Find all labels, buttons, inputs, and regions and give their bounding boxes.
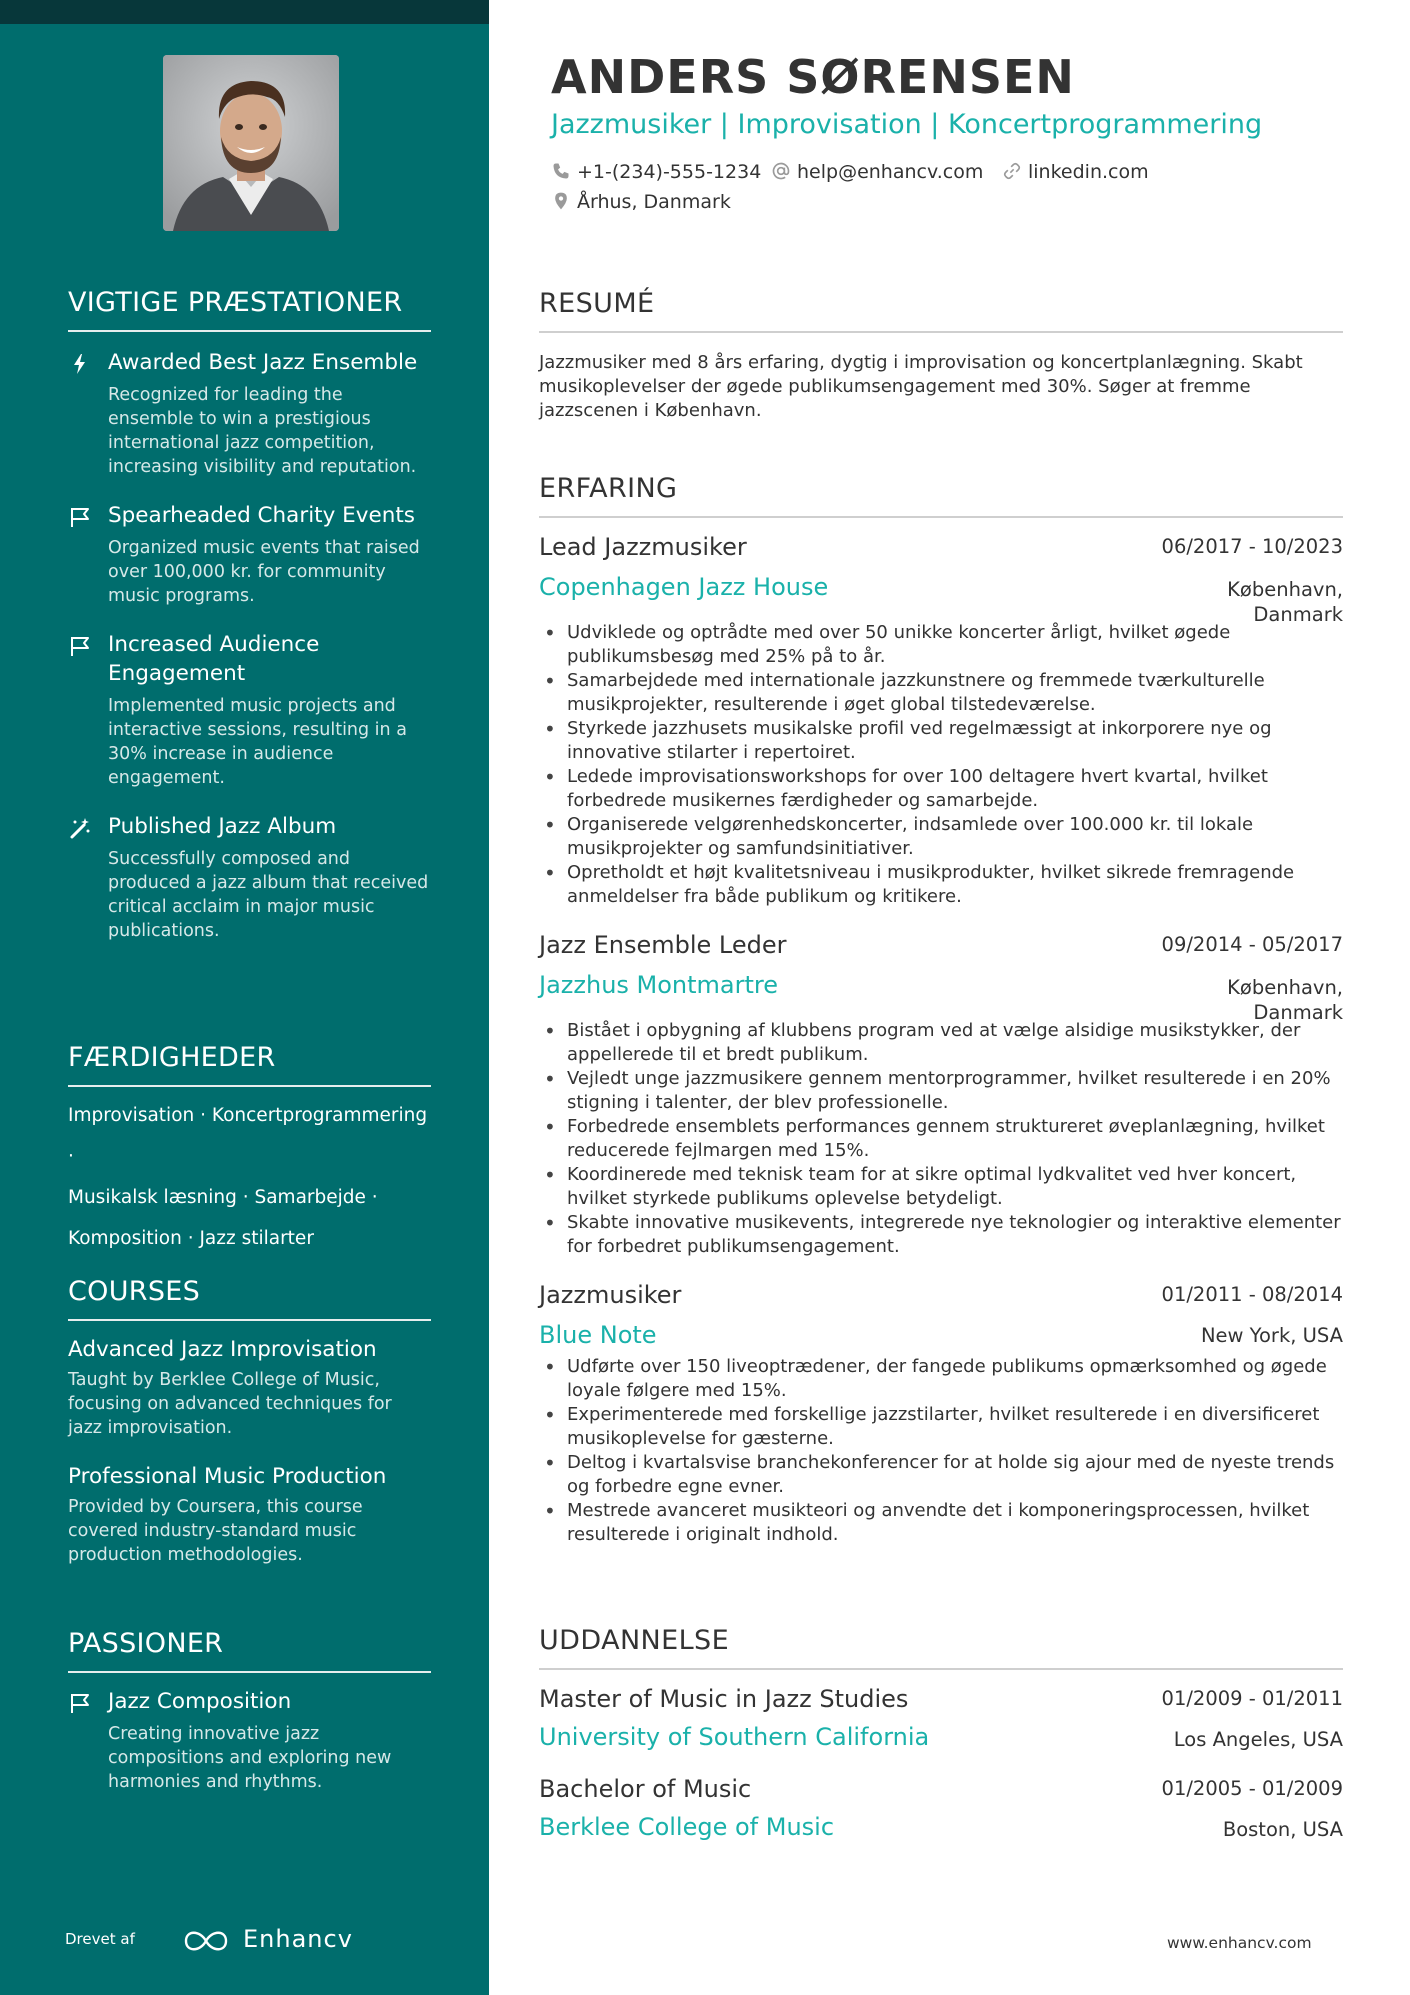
job-location: København, Danmark (1227, 578, 1343, 626)
job-bullets (539, 1355, 1343, 1547)
passion-desc: Creating innovative jazz compositions and exploring new harmonies and rhythms. (108, 1724, 392, 1792)
summary-title: RESUMÉ (539, 288, 1343, 333)
link-icon (1002, 161, 1022, 181)
job-location: New York, USA (1200, 1324, 1343, 1347)
bullet-item: • Udførte over 150 liveoptrædener, der fangede publikums opmærksomhed og øgede loyale følgere med 15%. (539, 1355, 1343, 1403)
job-entry (539, 929, 1343, 1259)
achievement-title: Increased Audience Engagement (108, 632, 320, 686)
achievement-desc: Recognized for leading the ensemble to win a prestigious international jazz competition, increasing visibility and reputation. (108, 385, 417, 477)
education-entry (539, 1683, 1343, 1753)
achievements-section (68, 287, 431, 943)
bullet-item: • Experimenterede med forskellige jazzstilarter, hvilket resulterede i en diversificeret musikoplevelse for gæsterne. (539, 1403, 1343, 1451)
lightning-icon (68, 352, 92, 376)
education-dates: 01/2009 - 01/2011 (1161, 1687, 1343, 1710)
skills-section (68, 1042, 431, 1259)
job-dates: 09/2014 - 05/2017 (1161, 933, 1343, 956)
bullet-item: • Vejledt unge jazzmusikere gennem mentorprogrammer, hvilket resulterede i en 20% stigning i talenter, der blev professionelle. (539, 1067, 1343, 1115)
education-entry (539, 1773, 1343, 1843)
phone-number: +1-(234)-555-1234 (577, 161, 762, 183)
experience-section (539, 473, 1343, 1547)
job-bullets (539, 621, 1343, 909)
education-title: UDDANNELSE (539, 1625, 1343, 1670)
skills-line: Musikalsk læsning · Samarbejde · (68, 1187, 378, 1208)
location-text: Århus, Danmark (577, 191, 731, 213)
skills-line: Improvisation · Koncertprogrammering · (68, 1105, 428, 1167)
course-title: Advanced Jazz Improvisation (68, 1337, 377, 1362)
bullet-item: • Mestrede avanceret musikteori og anvendte det i komponeringsprocessen, hvilket resulterede i originalt indhold. (539, 1499, 1343, 1547)
job-dates: 06/2017 - 10/2023 (1161, 535, 1343, 558)
bullet-item: • Opretholdt et højt kvalitetsniveau i musikprodukter, hvilket sikrede fremragende anmeldelser fra både publikum og kritikere. (539, 861, 1343, 909)
bullet-item: • Ledede improvisationsworkshops for over 100 deltagere hvert kvartal, hvilket forbedrede musikernes færdigheder og samarbejde. (539, 765, 1343, 813)
skills-title: FÆRDIGHEDER (68, 1042, 431, 1087)
bullet-item: • Koordinerede med teknisk team for at sikre optimal lydkvalitet ved hver koncert, hvilket styrkede publikums oplevelse betydeligt. (539, 1163, 1343, 1211)
passions-title: PASSIONER (68, 1628, 431, 1673)
achievement-desc: Successfully composed and produced a jazz album that received critical acclaim in major music publications. (108, 849, 429, 941)
bullet-item: • Organiserede velgørenhedskoncerter, indsamlede over 100.000 kr. til lokale musikprojekter og samfundsinitiativer. (539, 813, 1343, 861)
school-name: University of Southern California (539, 1723, 930, 1751)
achievement-title: Awarded Best Jazz Ensemble (108, 350, 418, 375)
education-dates: 01/2005 - 01/2009 (1161, 1777, 1343, 1800)
enhancv-logo-text: Enhancv (243, 1925, 353, 1953)
flag-icon (68, 1691, 92, 1715)
course-desc: Taught by Berklee College of Music, focusing on advanced techniques for jazz improvisation. (68, 1370, 392, 1438)
course-item (68, 1462, 431, 1567)
job-bullets (539, 1019, 1343, 1259)
candidate-name: ANDERS SØRENSEN (551, 50, 1075, 104)
job-title: Lead Jazzmusiker (539, 533, 747, 561)
bullet-item: • Deltog i kvartalsvise branchekonferencer for at holde sig ajour med de nyeste trends og forbedre egne evner. (539, 1451, 1343, 1499)
course-item (68, 1335, 431, 1440)
sidebar-top-bar (0, 0, 489, 24)
achievement-item (68, 812, 431, 943)
job-dates: 01/2011 - 08/2014 (1161, 1283, 1343, 1306)
achievement-item (68, 630, 431, 790)
degree-title: Bachelor of Music (539, 1775, 752, 1803)
bullet-item: • Skabte innovative musikevents, integrerede nye teknologier og interaktive elementer for forbedret publikumsengagement. (539, 1211, 1343, 1259)
courses-title: COURSES (68, 1276, 431, 1321)
bullet-item: • Samarbejdede med internationale jazzkunstnere og fremmede tværkulturelle musikprojekter, resulterende i øget global tilstedeværelse. (539, 669, 1343, 717)
education-section (539, 1625, 1343, 1843)
school-name: Berklee College of Music (539, 1813, 835, 1841)
passions-section (68, 1628, 431, 1794)
summary-section (539, 288, 1343, 423)
education-location: Los Angeles, USA (1173, 1728, 1343, 1751)
location-contact (551, 191, 731, 213)
flag-icon (68, 505, 92, 529)
company-name: Copenhagen Jazz House (539, 573, 829, 601)
achievements-title: VIGTIGE PRÆSTATIONER (68, 287, 431, 332)
achievement-title: Published Jazz Album (108, 814, 337, 839)
profile-photo (163, 55, 339, 231)
bullet-item: • Styrkede jazzhusets musikalske profil ved regelmæssigt at inkorporere nye og innovative stilarter i repertoiret. (539, 717, 1343, 765)
phone-contact (551, 161, 761, 183)
flag-icon (68, 634, 92, 658)
skills-line: Komposition · Jazz stilarter (68, 1228, 314, 1249)
powered-by-label: Drevet af (65, 1930, 135, 1948)
company-name: Jazzhus Montmartre (539, 971, 779, 999)
passion-item (68, 1687, 431, 1794)
experience-title: ERFARING (539, 473, 1343, 518)
email-contact[interactable] (771, 161, 983, 183)
company-name: Blue Note (539, 1321, 657, 1349)
achievement-desc: Implemented music projects and interactive sessions, resulting in a 30% increase in audience engagement. (108, 696, 407, 788)
candidate-headline: Jazzmusiker | Improvisation | Koncertprogrammering (551, 109, 1263, 140)
job-entry (539, 531, 1343, 909)
education-location: Boston, USA (1222, 1818, 1343, 1841)
job-title: Jazz Ensemble Leder (539, 931, 787, 959)
location-pin-icon (551, 191, 571, 211)
job-entry (539, 1279, 1343, 1547)
bullet-item: • Bistået i opbygning af klubbens program ved at vælge alsidige musikstykker, der appellerede til et bredt publikum. (539, 1019, 1343, 1067)
achievement-item (68, 348, 431, 479)
bullet-item: • Forbedrede ensemblets performances gennem struktureret øveplanlægning, hvilket reducerede fejlmargen med 15%. (539, 1115, 1343, 1163)
passion-title: Jazz Composition (108, 1689, 292, 1714)
at-sign-icon (771, 161, 791, 181)
job-location: København, Danmark (1227, 976, 1343, 1024)
website-link[interactable]: www.enhancv.com (1167, 1934, 1312, 1952)
bullet-item: • Udviklede og optrådte med over 50 unikke koncerter årligt, hvilket øgede publikumsbesøg med 25% på to år. (539, 621, 1343, 669)
summary-text: Jazzmusiker med 8 års erfaring, dygtig i improvisation og koncertplanlægning. Skabt musikoplevelser der øgede publikumsengagement med 30%. Søger at fremme jazzscenen i København. (539, 352, 1303, 421)
course-title: Professional Music Production (68, 1464, 387, 1489)
degree-title: Master of Music in Jazz Studies (539, 1685, 909, 1713)
linkedin-link[interactable]: linkedin.com (1028, 161, 1149, 183)
phone-icon (551, 161, 571, 181)
linkedin-contact[interactable] (1002, 161, 1149, 183)
magic-wand-icon (68, 816, 92, 840)
job-title: Jazzmusiker (539, 1281, 682, 1309)
course-desc: Provided by Coursera, this course covered industry-standard music production methodologies. (68, 1497, 363, 1565)
courses-section (68, 1276, 431, 1567)
email-address[interactable]: help@enhancv.com (797, 161, 984, 183)
achievement-desc: Organized music events that raised over 100,000 kr. for community music programs. (108, 538, 420, 606)
achievement-title: Spearheaded Charity Events (108, 503, 415, 528)
achievement-item (68, 501, 431, 608)
